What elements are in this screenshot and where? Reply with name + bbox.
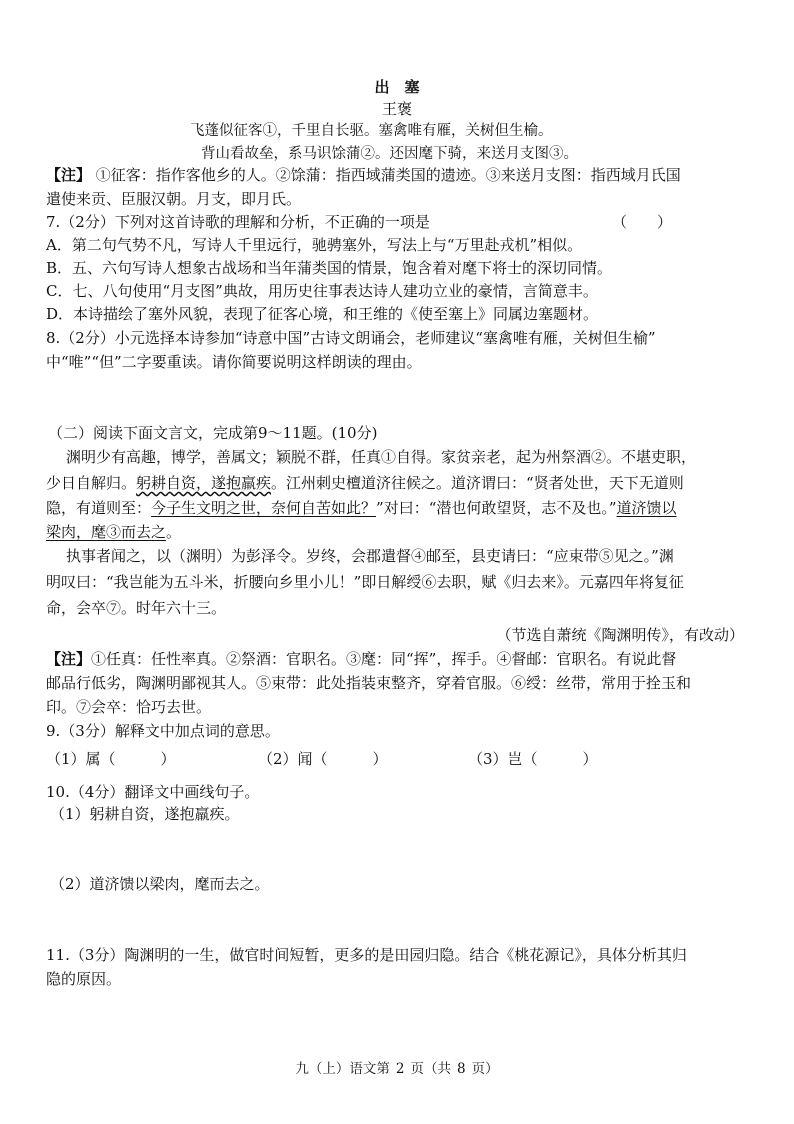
q9-item-3: （3）岂（ ）	[468, 750, 598, 768]
passage-p1-line-1: 渊明少有高趣，博学，善属文；颖脱不群，任真①自得。家贫亲老，起为州祭酒②。不堪吏职，	[66, 448, 697, 466]
prose-notes-label: 【注】	[46, 650, 92, 668]
q8-line-2: 中“唯”“但”二字要重读。请你简要说明这样朗读的理由。	[46, 353, 422, 371]
q8-line-1: 8.（2分）小元选择本诗参加“诗意中国”古诗文朗诵会，老师建议“塞禽唯有雁，关树但生榆”	[46, 329, 656, 347]
footer-page-number: 2	[395, 1061, 405, 1077]
passage-text: 少日自解归。	[46, 474, 137, 492]
page-footer	[0, 1058, 794, 1080]
passage-p2-line-2: 明叹曰：“我岂能为五斗米，折腰向乡里小儿！”即日解绶⑥去职，赋《归去来》。元嘉四年将复征	[46, 573, 684, 591]
prose-notes-text-1: ①任真：任性率真。②祭酒：官职名。③麾：同“挥”，挥手。④督邮：官职名。有说此督	[91, 650, 677, 668]
passage-text: 隐，有道则至：	[46, 499, 152, 517]
q7-option-c: C．七、八句使用“月支图”典故，用历史往事表达诗人建功立业的豪情，言简意丰。	[46, 282, 598, 300]
poem-notes-text-1: ①征客：指作客他乡的人。②馀蒲：指西域蒲类国的遗迹。③来送月支图：指西域月氏国	[91, 166, 681, 184]
poem-line-1: 飞蓬似征客①，千里自长驱。塞禽唯有雁，关树但生榆。	[190, 123, 553, 139]
passage-p2-line-3: 命，会卒⑦。时年六十三。	[46, 599, 227, 617]
prose-notes-line-3: 印。⑦会卒：恰巧去世。	[46, 698, 212, 716]
passage-p1-line-4	[46, 521, 181, 543]
q11-line-1: 11.（3分）陶渊明的一生，做官时间短暂，更多的是田园归隐。结合《桃花源记》，具体分析其归	[46, 946, 687, 964]
passage-source: （节选自萧统《陶渊明传》，有改动）	[496, 626, 744, 644]
passage-text: 。江州刺史檀道济往候之。道济谓曰：“贤者处世，天下无道则	[271, 474, 684, 492]
footer-mid: 页（共	[410, 1061, 451, 1077]
q7-option-d: D．本诗描绘了塞外风貌，表现了征客心境，和王维的《使至塞上》同属边塞题材。	[46, 305, 599, 323]
poem-line-2: 背山看故垒，系马识馀蒲②。还因麾下骑，来送月支图③。	[201, 146, 578, 162]
q10-item-1: （1）躬耕自资，遂抱羸疾。	[50, 805, 240, 823]
underlined-sentence-2-start: 道济馈以	[616, 499, 677, 517]
poem-title: 出 塞	[374, 78, 420, 96]
poem-author: 王褒	[381, 100, 412, 118]
q9-item-2: （2）闻（ ）	[258, 750, 388, 768]
prose-notes-line-1	[46, 648, 676, 670]
underlined-phrase: 今子生文明之世，奈何自苦如此？	[151, 499, 377, 517]
passage-text: 。	[166, 523, 182, 541]
q10-stem: 10.（4分）翻译文中画线句子。	[46, 783, 260, 801]
q10-item-2: （2）道济馈以梁肉，麾而去之。	[50, 875, 270, 893]
underlined-sentence-1: 躬耕自资，遂抱羸疾	[136, 474, 272, 492]
q11-line-2: 隐的原因。	[46, 970, 122, 988]
q7-option-b: B．五、六句写诗人想象古战场和当年蒲类国的情景，饱含着对麾下将士的深切同情。	[46, 259, 613, 277]
footer-suffix: 页）	[471, 1061, 499, 1077]
q7-answer-paren: （ ）	[612, 213, 673, 231]
q9-item-1: （1）属（ ）	[46, 750, 176, 768]
poem-notes-label: 【注】	[46, 166, 92, 184]
q7-stem: 7.（2分）下列对这首诗歌的理解和分析，不正确的一项是	[46, 213, 430, 231]
q9-stem: 9.（3分）解释文中加点词的意思。	[46, 722, 280, 740]
poem-notes-line-2: 遣使来贡、臣服汉朝。月支，即月氏。	[46, 190, 302, 208]
passage-text: ”对曰：“潜也何敢望贤，志不及也。”	[376, 499, 617, 517]
poem-notes-line-1	[46, 164, 681, 186]
passage-p1-line-3	[46, 497, 677, 519]
passage-p2-line-1: 执事者闻之，以（渊明）为彭泽令。岁终，会郡遣督④邮至，县吏请曰：“应束带⑤见之。”渊	[66, 547, 674, 565]
passage-p1-line-2	[46, 472, 684, 494]
q7-option-a: A．第二句气势不凡，写诗人千里远行，驰骋塞外，写法上与“万里赴戎机”相似。	[46, 236, 583, 254]
underlined-sentence-2-end: 梁肉，麾③而去之	[46, 523, 167, 541]
footer-total-pages: 8	[457, 1061, 466, 1077]
prose-notes-line-2: 邮品行低劣，陶渊明鄙视其人。⑤束带：此处指装束整齐，穿着官服。⑥绶：丝带，常用于拴玉和	[46, 674, 692, 692]
section2-heading: （二）阅读下面文言文，完成第9～11题。(10分)	[48, 424, 378, 442]
footer-prefix: 九（上）语文第	[295, 1061, 390, 1077]
